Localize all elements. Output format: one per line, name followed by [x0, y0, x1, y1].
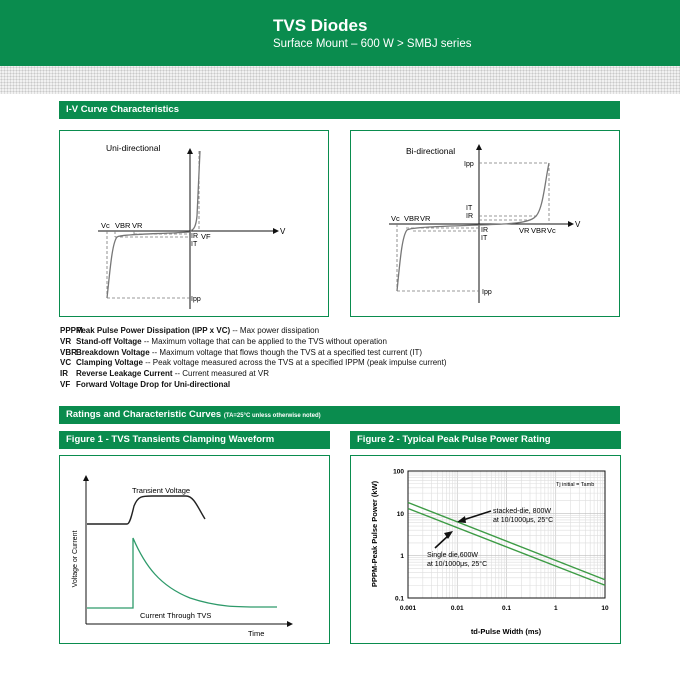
iv-section-bar: [59, 101, 620, 119]
bi-ipp-bottom: Ipp: [482, 289, 492, 296]
y-tick-label: 10: [396, 510, 404, 518]
bi-vbr-left: VBR: [404, 214, 420, 223]
uni-it-label: IT: [191, 241, 198, 248]
page-header: [0, 0, 680, 66]
bi-it-bottom: IT: [481, 235, 488, 242]
figure2-single-line1: Single die,600W: [427, 552, 478, 559]
y-tick-label: 0.1: [394, 595, 404, 603]
figure1-title: Figure 1 - TVS Transients Clamping Waveform: [66, 434, 275, 445]
legend-row: VBRBreakdown Voltage -- Maximum voltage that flows though the TVS at a specified test current (IT): [60, 347, 423, 357]
bi-vbr-right: VBR: [531, 226, 547, 235]
legend-row: IR Reverse Leakage Current -- Current measured at VR: [60, 369, 269, 379]
figure2-condition: Tj initial = Tamb: [556, 482, 595, 488]
legend-row: VC Clamping Voltage -- Peak voltage measured across the TVS at a specified IPPM (peak impulse current): [60, 358, 447, 368]
figure1-y-label: Voltage or Current: [72, 530, 79, 588]
figure1-waveform: [60, 456, 329, 643]
x-tick-label: 0.1: [501, 605, 512, 612]
ratings-section-title: Ratings and Characteristic Curves: [66, 409, 222, 420]
ratings-section-bar: [59, 406, 620, 424]
uni-ipp-label: Ipp: [191, 296, 201, 303]
figure1-voltage-label: Transient Voltage: [132, 486, 191, 495]
bi-directional-panel: [350, 130, 620, 317]
y-tick-label: 100: [393, 468, 404, 476]
uni-v-axis-label: V: [280, 227, 286, 236]
bi-ir-bottom: IR: [481, 227, 488, 234]
bi-label: Bi-directional: [406, 146, 456, 156]
figure1-current-label: Current Through TVS: [140, 611, 212, 620]
figure2-chart: [351, 456, 620, 643]
dot-pattern-band: [0, 66, 680, 94]
uni-directional-panel: [59, 130, 329, 317]
figure2-title: Figure 2 - Typical Peak Pulse Power Rating: [357, 434, 551, 445]
legend-row: VR Stand-off Voltage -- Maximum voltage that can be applied to the TVS without operation: [60, 336, 387, 346]
bi-it-top: IT: [466, 205, 473, 212]
legend-row: VF Forward Voltage Drop for Uni-directional: [60, 379, 231, 389]
transient-voltage-curve: [87, 496, 205, 524]
figure2-stacked-line2: at 10/1000μs, 25°C: [493, 517, 554, 524]
uni-label: Uni-directional: [106, 143, 161, 153]
uni-vbr-label: VBR: [115, 221, 131, 230]
legend-row: PPPMPeak Pulse Power Dissipation (IPP x VC) -- Max power dissipation: [60, 326, 320, 335]
figure1-x-label: Time: [248, 629, 265, 638]
figure1-title-bar: [59, 431, 330, 449]
figure2-stacked-line1: stacked-die, 800W: [493, 508, 551, 515]
x-tick-label: 10: [601, 605, 609, 612]
bi-vc-right: Vc: [547, 226, 556, 235]
uni-reverse-curve: [107, 232, 190, 298]
x-tick-label: 1: [553, 605, 558, 612]
uni-vc-label: Vc: [101, 221, 110, 230]
figure2-single-line2: at 10/1000μs, 25°C: [427, 561, 488, 568]
uni-vr-label: VR: [132, 221, 143, 230]
figure2-y-label: PPPM-Peak Pulse Power (kW): [370, 480, 379, 588]
uni-directional-iv-curve: [60, 131, 328, 316]
iv-section-title: I-V Curve Characteristics: [66, 104, 179, 115]
figure2-x-label: td-Pulse Width (ms): [470, 627, 542, 636]
bi-vr-left: VR: [420, 214, 431, 223]
figure2-grid: [408, 471, 605, 598]
uni-ir-label: IR: [191, 233, 198, 240]
page-title: TVS Diodes: [273, 16, 368, 35]
x-tick-label: 0.001: [399, 605, 417, 612]
bi-v-axis-label: V: [575, 220, 581, 229]
current-through-tvs-curve: [87, 538, 277, 608]
figure2-title-bar: [350, 431, 621, 449]
figure2-panel: [350, 455, 621, 644]
bi-ipp-top: Ipp: [464, 161, 474, 168]
figure1-panel: [59, 455, 330, 644]
figure2-stacked-arrowhead: [457, 516, 466, 523]
bi-vc-left: Vc: [391, 214, 400, 223]
uni-forward-curve: [190, 151, 200, 231]
bi-directional-iv-curve: [351, 131, 619, 316]
bi-vr-right: VR: [519, 226, 530, 235]
bi-ir-top: IR: [466, 213, 473, 220]
x-tick-label: 0.01: [450, 605, 464, 612]
page-subtitle: Surface Mount – 600 W > SMBJ series: [273, 38, 472, 50]
uni-vf-label: VF: [201, 232, 211, 241]
y-tick-label: 1: [400, 553, 404, 561]
ratings-section-note: (TA=25°C unless otherwise noted): [223, 413, 321, 419]
iv-legend: [60, 326, 447, 391]
